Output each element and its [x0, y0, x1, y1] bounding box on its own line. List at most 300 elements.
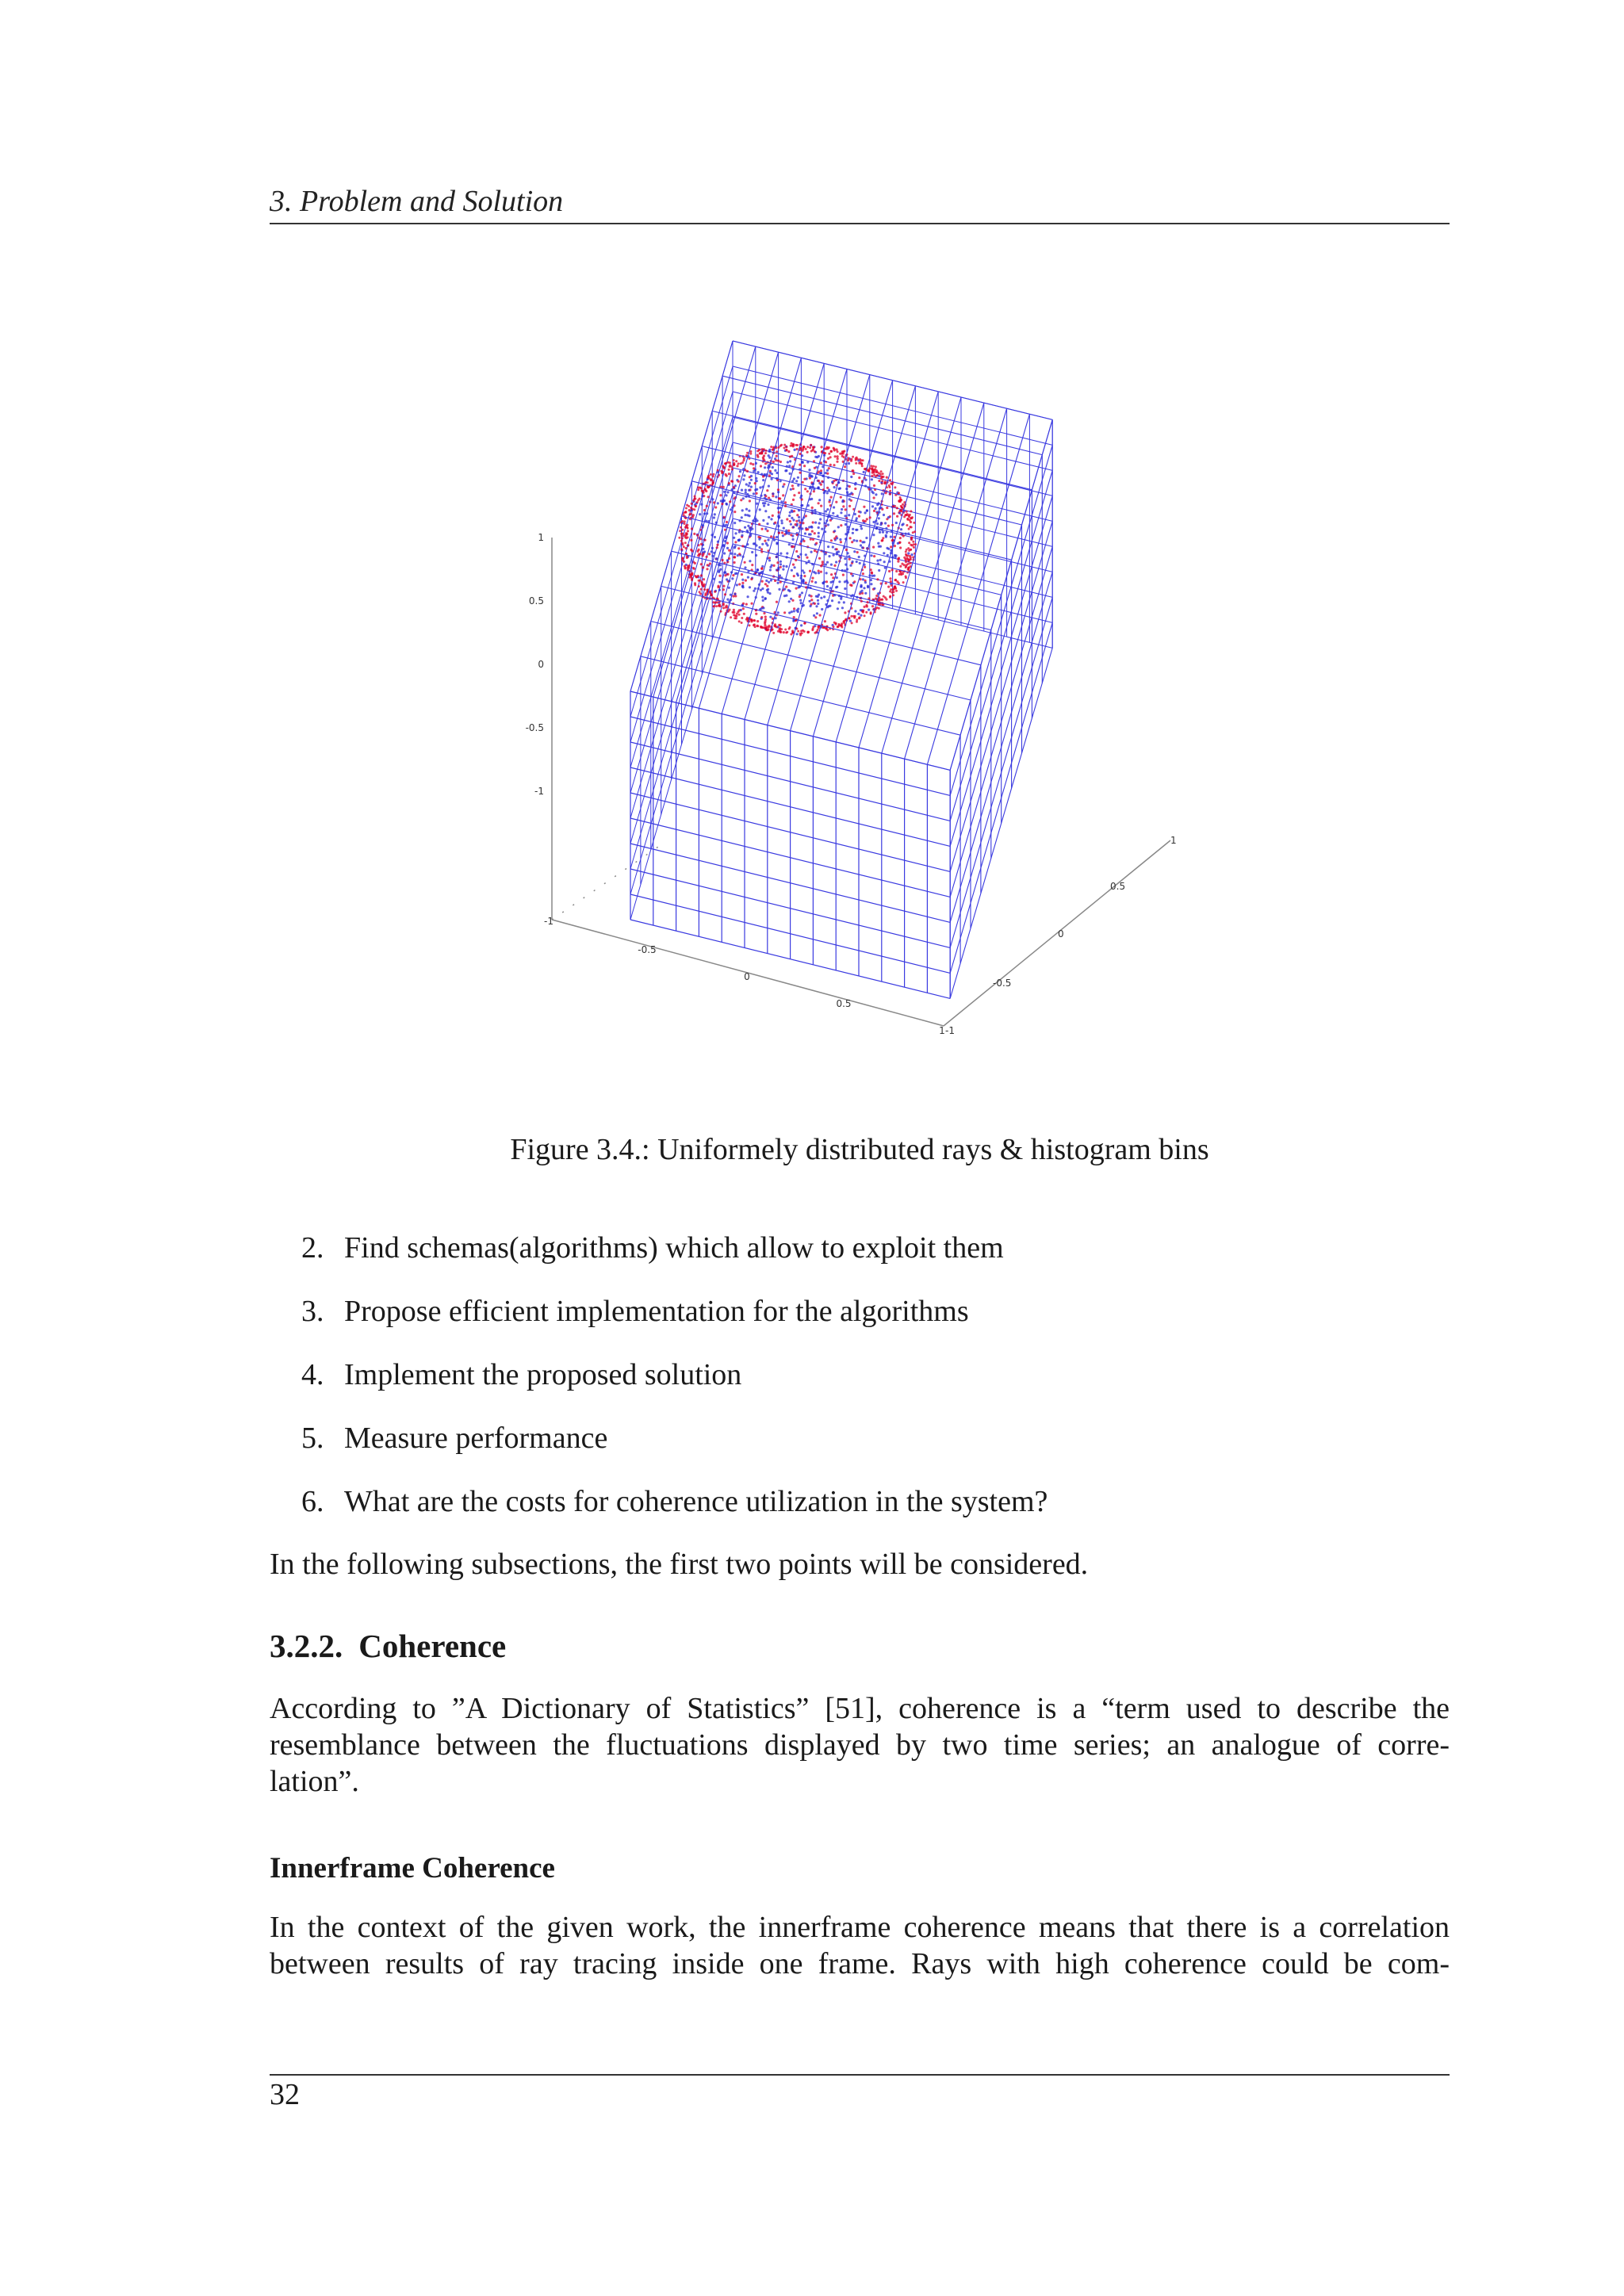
ray-point [887, 586, 890, 588]
ray-point [800, 540, 802, 542]
ray-point [852, 532, 854, 534]
ray-point [748, 484, 750, 487]
ray-point [858, 515, 860, 518]
ray-point [750, 486, 753, 488]
ray-point [726, 599, 729, 601]
ray-point [744, 566, 746, 568]
ray-point [783, 527, 785, 530]
ray-point [761, 580, 764, 583]
ray-point [785, 586, 787, 588]
ray-point [870, 611, 872, 614]
ray-point [826, 585, 829, 587]
ray-point [886, 476, 888, 479]
ray-point [761, 543, 764, 545]
ray-point [750, 618, 753, 621]
ray-point [762, 607, 764, 609]
ray-point [891, 524, 894, 526]
ray-point [760, 550, 763, 553]
ray-point [888, 570, 891, 572]
ray-point [772, 461, 775, 463]
ray-point [778, 446, 780, 449]
ray-point [700, 588, 703, 591]
running-header: 3. Problem and Solution [270, 185, 564, 218]
ray-point [738, 609, 741, 611]
ray-point [755, 477, 757, 480]
ray-point [733, 553, 736, 555]
ray-point [796, 444, 799, 446]
ray-point [738, 614, 741, 616]
ray-point [721, 472, 723, 474]
ray-point [836, 449, 838, 451]
ray-point [852, 456, 854, 458]
ray-point [777, 611, 779, 614]
ray-point [908, 528, 910, 530]
ray-point [784, 505, 787, 507]
ray-point [698, 580, 700, 582]
ray-point [761, 596, 764, 599]
ray-point [893, 512, 895, 515]
ray-point [883, 476, 885, 478]
ray-point [741, 545, 744, 547]
ray-point [842, 621, 845, 623]
ray-point [837, 623, 840, 626]
ray-point [884, 480, 887, 483]
ray-point [720, 610, 722, 613]
ray-point [717, 502, 719, 504]
ray-point [786, 518, 788, 520]
ray-point [785, 446, 787, 448]
ray-point [703, 578, 705, 580]
ray-point [913, 546, 915, 549]
ray-point [734, 541, 737, 543]
ray-point [688, 514, 691, 516]
ray-point [800, 575, 802, 577]
ray-point [687, 567, 689, 569]
ray-point [841, 508, 843, 511]
ray-point [756, 456, 759, 458]
ray-point [910, 517, 913, 519]
ray-point [761, 528, 764, 530]
ray-point [833, 538, 836, 540]
ray-point [788, 600, 791, 603]
ray-point [907, 559, 910, 561]
ray-point [690, 507, 692, 509]
ray-point [798, 516, 800, 519]
ray-point [894, 579, 897, 581]
ray-point [860, 544, 862, 546]
ray-point [836, 537, 838, 539]
ray-point [764, 620, 766, 622]
ray-point [731, 480, 733, 483]
ray-point [831, 599, 833, 602]
ray-point [738, 475, 741, 477]
ray-point [789, 473, 791, 475]
ray-point [820, 484, 822, 486]
ray-point [791, 480, 794, 482]
ray-point [840, 524, 842, 526]
ray-point [790, 633, 792, 636]
ray-point [681, 538, 684, 540]
ray-point [818, 526, 820, 529]
ray-point [792, 519, 795, 521]
ray-point [687, 530, 689, 532]
ray-point [726, 547, 729, 549]
ray-point [751, 564, 753, 566]
ray-point [849, 584, 852, 586]
ray-point [774, 469, 776, 472]
ray-point [895, 570, 898, 572]
ray-point [747, 595, 749, 598]
ray-point [861, 541, 864, 543]
ray-point [713, 605, 715, 607]
ray-point [899, 496, 902, 499]
ray-point [711, 498, 714, 500]
ray-point [852, 469, 854, 472]
ray-point [841, 624, 843, 626]
ray-point [766, 530, 768, 532]
ray-point [906, 524, 908, 526]
list-item [301, 1421, 607, 1456]
bin-grid-line [702, 446, 1021, 525]
ray-point [900, 573, 902, 576]
ray-point [766, 522, 768, 525]
ray-point [910, 562, 912, 564]
ray-point [765, 629, 768, 631]
ray-point [698, 585, 700, 587]
ray-point [910, 558, 912, 561]
ray-point [769, 616, 772, 618]
ray-point [743, 457, 745, 460]
ray-point [818, 532, 820, 534]
ray-point [794, 566, 796, 568]
ray-point [714, 536, 716, 538]
ray-point [811, 511, 814, 514]
ray-point [837, 526, 840, 528]
ray-point [839, 538, 841, 541]
ray-point [681, 520, 684, 522]
ray-point [761, 448, 764, 450]
ray-point [854, 488, 856, 490]
ray-point [764, 597, 767, 599]
ray-point [701, 495, 703, 497]
ray-point [741, 582, 744, 584]
ray-point [768, 581, 770, 584]
ray-point [902, 522, 905, 525]
ray-point [745, 496, 747, 498]
ray-point [864, 592, 867, 595]
ray-point [871, 478, 873, 480]
ray-point [791, 610, 793, 613]
ray-point [836, 548, 838, 550]
ray-point [756, 519, 758, 522]
ray-point [873, 555, 875, 557]
ray-point [848, 498, 851, 500]
ray-point [870, 579, 872, 581]
ray-point [781, 522, 783, 524]
ray-point [836, 576, 838, 579]
ray-point [872, 492, 875, 494]
ray-point [776, 455, 778, 457]
ray-point [719, 568, 722, 571]
ray-point [703, 553, 705, 555]
ray-point [842, 574, 845, 576]
bin-grid-line [722, 376, 1042, 454]
ray-point [723, 516, 726, 519]
ray-point [797, 476, 799, 479]
ray-point [737, 539, 740, 541]
ray-point [905, 561, 907, 563]
ray-point [844, 587, 846, 590]
ray-point [785, 469, 787, 472]
ray-point [845, 564, 847, 566]
ray-point [782, 494, 784, 496]
ray-point [722, 607, 725, 609]
ray-point [881, 539, 883, 541]
ray-point [825, 510, 827, 512]
ray-point [883, 514, 885, 516]
ray-point [806, 528, 809, 530]
ray-point [817, 599, 819, 602]
ray-point [821, 480, 823, 483]
ray-point [761, 587, 764, 590]
ray-point [860, 591, 862, 593]
figure-3-4 [508, 325, 1205, 1054]
ray-point [860, 525, 862, 527]
ray-point [715, 605, 718, 607]
list-item [301, 1294, 969, 1329]
ray-point [882, 473, 884, 475]
ray-point [822, 488, 825, 491]
ray-point [845, 488, 848, 490]
ray-point [873, 510, 875, 512]
list-item-number: 2. [301, 1231, 324, 1265]
ray-point [717, 586, 719, 588]
ray-point [817, 603, 819, 605]
ray-point [732, 595, 734, 597]
ray-point [907, 552, 910, 554]
ray-point [826, 508, 829, 511]
ray-point [733, 459, 735, 461]
ray-point [777, 525, 779, 527]
ray-point [686, 534, 688, 536]
ray-point [782, 485, 784, 488]
ray-point [783, 483, 785, 485]
ray-point [746, 514, 749, 516]
ray-point [733, 486, 735, 488]
ray-point [787, 450, 790, 453]
ray-point [820, 469, 822, 472]
ray-point [778, 497, 780, 499]
ray-point [788, 543, 791, 545]
ray-point [761, 450, 764, 453]
ray-point [733, 537, 735, 539]
ray-point [779, 561, 782, 563]
ray-point [866, 510, 868, 512]
ray-point [760, 465, 762, 467]
ray-point [733, 522, 736, 524]
ray-point [837, 450, 839, 453]
ray-point [700, 563, 703, 565]
ray-point [786, 552, 788, 554]
ray-point [886, 507, 888, 509]
ray-point [712, 601, 714, 603]
ray-point [726, 503, 728, 506]
ray-point [830, 581, 833, 584]
ray-point [738, 620, 741, 622]
ray-point [764, 466, 766, 469]
ray-point [898, 557, 900, 559]
ray-point [901, 506, 903, 508]
ray-point [768, 516, 770, 519]
ray-point [810, 538, 812, 541]
ray-point [890, 482, 892, 484]
ray-point [871, 572, 873, 574]
ray-point [818, 557, 821, 560]
ray-point [878, 480, 880, 482]
ray-point [710, 593, 712, 595]
ray-point [680, 526, 682, 529]
x-tick-label: 1 [939, 1025, 945, 1036]
ray-point [743, 613, 745, 615]
ray-point [854, 610, 856, 612]
ray-point [793, 477, 795, 480]
ray-point [860, 600, 863, 603]
ray-point [762, 479, 764, 481]
ray-point [825, 461, 827, 463]
ray-point [809, 600, 811, 603]
z-tick-label: 0.5 [528, 595, 544, 607]
ray-point [716, 544, 718, 546]
ray-point [762, 475, 764, 477]
ray-point [744, 514, 746, 516]
ray-point [839, 487, 841, 489]
ray-point [809, 446, 811, 449]
ray-point [825, 580, 828, 583]
ray-point [826, 492, 829, 494]
ray-point [700, 574, 703, 576]
ray-point [730, 571, 733, 573]
ray-point [862, 578, 864, 580]
ray-point [890, 588, 892, 591]
ray-point [739, 470, 741, 473]
ray-point [864, 606, 866, 608]
z-tick-label: 1 [538, 532, 544, 543]
ray-point [841, 453, 843, 455]
ray-point [860, 614, 862, 617]
ray-point [793, 607, 795, 610]
ray-point [771, 478, 773, 480]
ray-point [899, 546, 902, 549]
ray-point [687, 564, 689, 567]
ray-point [730, 508, 732, 511]
ray-point [782, 568, 784, 571]
ray-point [697, 554, 699, 557]
ray-point [871, 554, 873, 557]
ray-point [825, 553, 827, 555]
ray-point [688, 576, 691, 579]
ray-point [845, 523, 847, 526]
ray-point [856, 621, 858, 623]
ray-point [779, 480, 782, 482]
ray-point [696, 501, 699, 503]
ray-point [873, 470, 875, 473]
ray-point [764, 452, 767, 454]
ray-point [840, 511, 842, 514]
paragraph-line: lation”. [270, 1765, 359, 1798]
ray-point [883, 552, 885, 554]
ray-point [739, 519, 741, 522]
ray-point [694, 496, 696, 498]
ray-point [777, 507, 779, 509]
ray-point [868, 574, 871, 576]
ray-point [753, 619, 756, 622]
ray-point [755, 544, 757, 546]
ray-point [707, 496, 710, 498]
ray-point [765, 580, 768, 582]
ray-point [914, 543, 917, 545]
ray-point [726, 541, 729, 544]
ray-point [768, 592, 771, 595]
ray-point [865, 604, 868, 607]
ray-point [897, 561, 899, 563]
ray-point [899, 565, 902, 568]
ray-point [740, 499, 742, 501]
ray-point [740, 462, 742, 465]
ray-point [826, 487, 829, 489]
ray-point [764, 616, 767, 618]
ray-point [875, 595, 878, 597]
ray-point [787, 461, 789, 463]
ray-point [822, 582, 824, 584]
ray-point [858, 556, 860, 558]
ray-point [756, 625, 759, 627]
ray-point [779, 461, 782, 463]
ray-point [828, 467, 830, 469]
ray-point [792, 499, 795, 501]
ray-point [825, 448, 827, 450]
ray-point [766, 489, 768, 492]
ray-point [882, 537, 884, 539]
ray-point [876, 522, 879, 525]
ray-point [806, 631, 809, 633]
ray-point [848, 505, 851, 507]
ray-point [697, 499, 699, 502]
y-tick-label: -0.5 [993, 978, 1012, 989]
ray-point [879, 531, 881, 534]
ray-point [703, 512, 706, 515]
ray-point [848, 457, 850, 459]
ray-point [710, 550, 713, 553]
ray-point [712, 475, 714, 477]
ray-point [828, 488, 830, 491]
ray-point [864, 468, 866, 470]
ray-point [809, 587, 811, 589]
ray-point [821, 608, 823, 610]
ray-point [731, 468, 733, 470]
ray-point [875, 465, 877, 468]
ray-point [838, 601, 841, 603]
ray-point [770, 446, 772, 448]
ray-point [884, 596, 887, 599]
ray-point [733, 611, 735, 614]
ray-point [875, 507, 877, 510]
ray-point [741, 622, 743, 624]
ray-point [818, 480, 820, 482]
ray-point [792, 620, 795, 622]
ray-point [867, 585, 869, 587]
ray-point [844, 465, 846, 468]
ray-point [789, 626, 791, 629]
